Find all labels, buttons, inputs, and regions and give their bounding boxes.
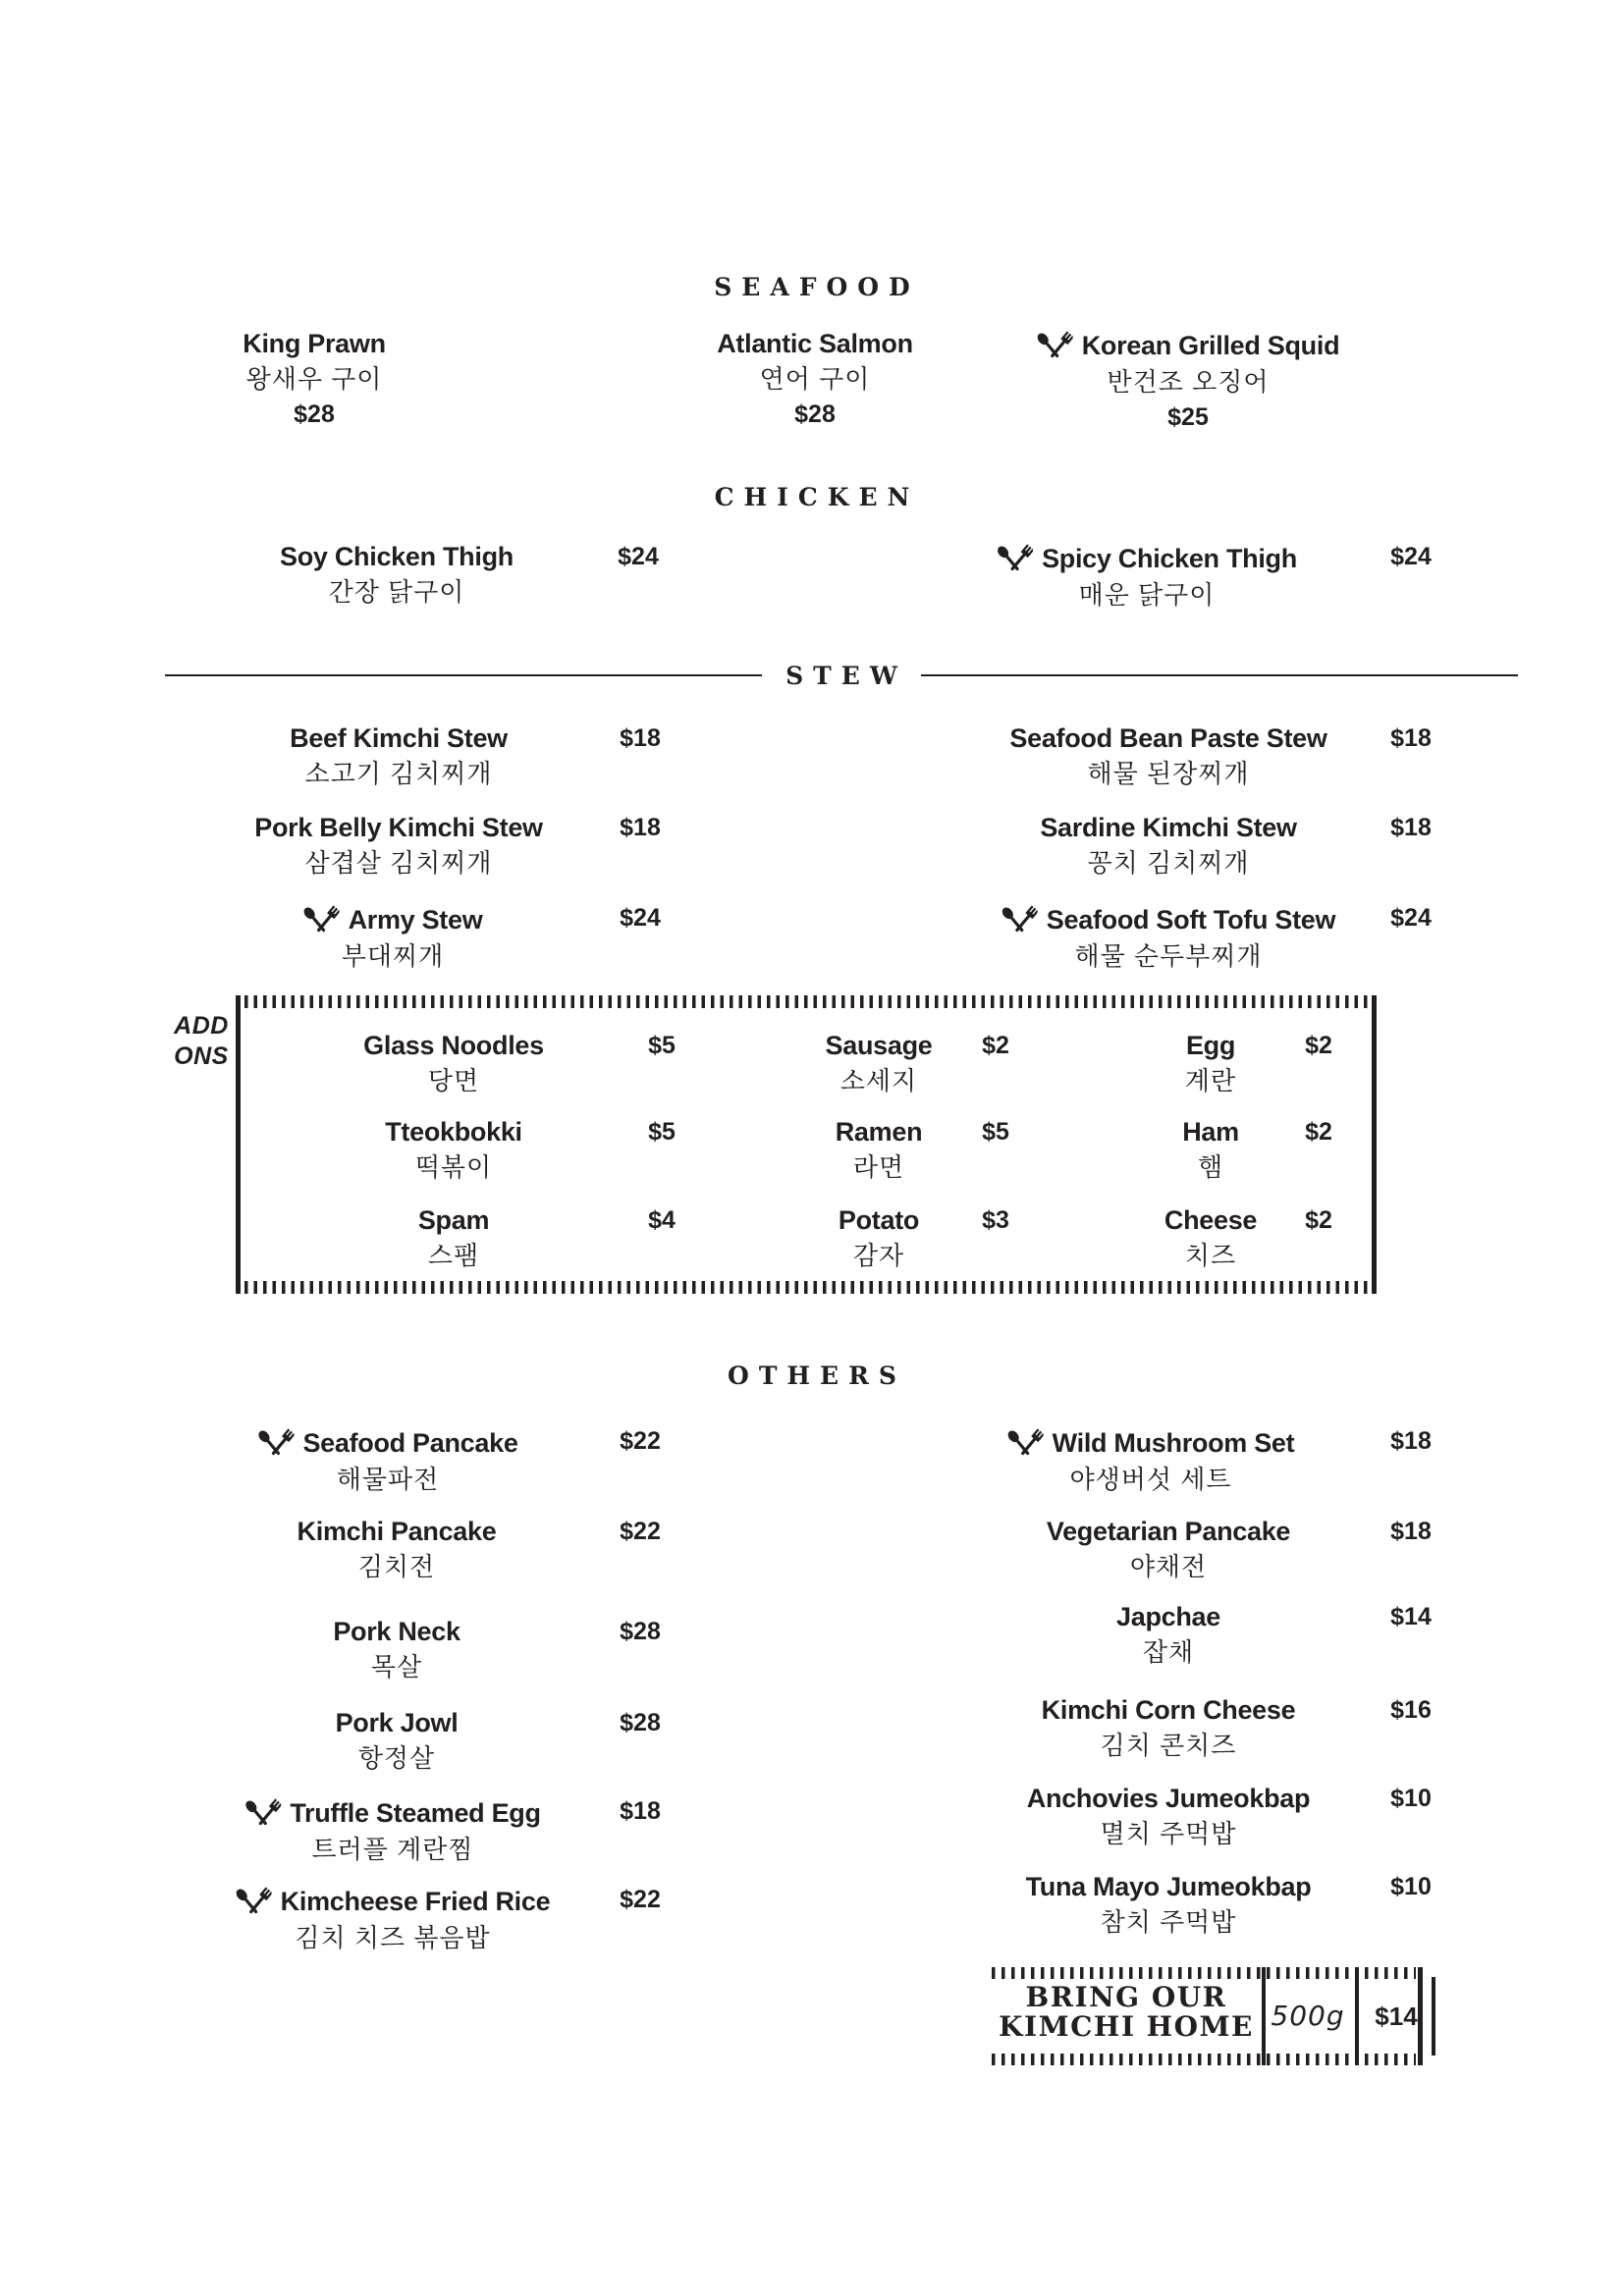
menu-item-seafood-soft-tofu-stew xyxy=(1001,901,1335,975)
item-name-text: Seafood Soft Tofu Stew xyxy=(1046,904,1336,934)
item-korean-name: 햄 xyxy=(1197,1152,1224,1182)
item-price: $22 xyxy=(620,1427,661,1455)
item-name-text: Pork Neck xyxy=(333,1617,460,1646)
item-price: $14 xyxy=(1390,1603,1432,1630)
item-price: $18 xyxy=(1390,814,1432,841)
menu-item-king-prawn xyxy=(243,327,386,432)
menu-item-army-stew xyxy=(303,901,483,975)
item-price: $5 xyxy=(648,1118,676,1146)
item-name-text: Sausage xyxy=(825,1031,933,1060)
item-name xyxy=(717,327,913,360)
addon-item-ramen xyxy=(836,1115,923,1186)
item-name-text: King Prawn xyxy=(243,329,386,358)
item-price: $2 xyxy=(1305,1206,1332,1234)
item-korean-name: 당면 xyxy=(427,1066,480,1095)
item-name-text: Ham xyxy=(1182,1117,1239,1147)
item-korean-name: 해물 된장찌개 xyxy=(1087,759,1250,788)
menu-item-anchovies-jumeokbap xyxy=(1027,1782,1310,1852)
item-name xyxy=(333,1615,460,1648)
menu-item-pork-neck xyxy=(333,1615,460,1685)
item-name xyxy=(243,327,386,360)
addon-item-spam xyxy=(418,1203,489,1274)
crossed-utensils-icon xyxy=(997,540,1033,576)
item-name xyxy=(997,540,1297,576)
add-ons-label-line2: ONS xyxy=(174,1042,229,1070)
item-price: $25 xyxy=(1167,403,1209,431)
ticket-edge-top xyxy=(244,995,1368,1008)
menu-item-pork-jowl xyxy=(336,1706,459,1777)
item-korean-name: 꽁치 김치찌개 xyxy=(1087,848,1250,878)
item-price: $16 xyxy=(1390,1696,1432,1724)
item-korean-name: 부대찌개 xyxy=(341,941,445,971)
item-price: $28 xyxy=(794,400,836,428)
menu-item-spicy-chicken-thigh xyxy=(997,540,1297,614)
item-name xyxy=(1164,1203,1257,1237)
item-name xyxy=(257,1424,517,1461)
item-name-text: Vegetarian Pancake xyxy=(1046,1517,1291,1546)
item-korean-name: 김치 치즈 볶음밥 xyxy=(295,1923,491,1952)
item-korean-name: 떡볶이 xyxy=(414,1152,493,1182)
item-name-text: Atlantic Salmon xyxy=(717,329,913,358)
item-korean-name: 해물파전 xyxy=(336,1465,440,1494)
crossed-utensils-icon xyxy=(1007,1424,1044,1461)
kimchi-weight: 500g xyxy=(1271,2000,1345,2032)
item-name xyxy=(839,1203,919,1237)
item-korean-name: 잡채 xyxy=(1142,1637,1195,1667)
item-korean-name: 매운 닭구이 xyxy=(1078,580,1216,610)
add-ons-label-line1: ADD xyxy=(174,1012,229,1040)
box-end-bar-thin xyxy=(1432,1977,1435,2056)
item-price: $22 xyxy=(620,1518,661,1545)
menu-item-soy-chicken-thigh xyxy=(280,540,514,611)
item-name xyxy=(385,1115,522,1148)
item-name xyxy=(290,721,508,755)
menu-item-truffle-steamed-egg xyxy=(244,1794,540,1868)
item-name-text: Seafood Bean Paste Stew xyxy=(1009,723,1327,753)
addon-item-potato xyxy=(839,1203,919,1274)
item-name-text: Japchae xyxy=(1116,1602,1220,1631)
item-name xyxy=(236,1883,551,1919)
item-korean-name: 김치전 xyxy=(357,1552,436,1581)
item-price: $4 xyxy=(648,1206,676,1234)
menu-item-vegetarian-pancake xyxy=(1047,1515,1290,1585)
crossed-utensils-icon xyxy=(303,901,340,937)
item-korean-name: 목살 xyxy=(370,1652,423,1682)
item-name xyxy=(418,1203,489,1237)
item-korean-name: 항정살 xyxy=(357,1743,436,1773)
kimchi-title-line1: BRING OUR xyxy=(1025,1981,1227,2013)
addon-item-sausage xyxy=(826,1029,933,1099)
menu-item-sardine-kimchi-stew xyxy=(1040,811,1296,881)
box-divider xyxy=(1355,1967,1359,2065)
kimchi-to-go-box xyxy=(992,1967,1439,2065)
item-price: $24 xyxy=(620,904,661,932)
box-divider xyxy=(1262,1967,1266,2065)
item-korean-name: 감자 xyxy=(852,1241,905,1270)
item-korean-name: 김치 콘치즈 xyxy=(1100,1731,1237,1760)
item-korean-name: 해물 순두부찌개 xyxy=(1074,941,1263,971)
item-name xyxy=(1037,327,1340,363)
menu-item-wild-mushroom-set xyxy=(1007,1424,1295,1498)
item-korean-name: 라면 xyxy=(852,1152,905,1182)
item-name-text: Army Stew xyxy=(348,904,483,934)
item-price: $2 xyxy=(982,1032,1009,1059)
ticket-edge-bottom xyxy=(992,2054,1416,2065)
item-name xyxy=(1185,1029,1236,1062)
item-korean-name: 소세지 xyxy=(839,1066,918,1095)
addon-item-glass-noodles xyxy=(363,1029,544,1099)
item-name-text: Sardine Kimchi Stew xyxy=(1040,813,1297,842)
addon-item-tteokbokki xyxy=(385,1115,522,1186)
menu-item-pork-belly-kimchi-stew xyxy=(254,811,543,881)
item-korean-name: 왕새우 구이 xyxy=(245,364,383,394)
item-korean-name: 멸치 주먹밥 xyxy=(1100,1819,1237,1848)
item-name-text: Truffle Steamed Egg xyxy=(290,1797,541,1828)
addon-item-ham xyxy=(1182,1115,1239,1186)
item-name xyxy=(1047,1515,1290,1548)
item-korean-name: 치즈 xyxy=(1184,1241,1237,1270)
item-price: $28 xyxy=(620,1709,661,1736)
ticket-edge-top xyxy=(992,1967,1416,1979)
item-name xyxy=(244,1794,540,1831)
item-name xyxy=(254,811,543,844)
item-name xyxy=(298,1515,497,1548)
item-name xyxy=(1182,1115,1239,1148)
item-price: $2 xyxy=(1305,1032,1332,1059)
item-name xyxy=(1042,1693,1296,1727)
kimchi-price: $14 xyxy=(1375,2002,1418,2031)
crossed-utensils-icon xyxy=(244,1794,281,1831)
section-title-stew: STEW xyxy=(785,661,907,690)
item-price: $18 xyxy=(620,724,661,752)
item-name xyxy=(1009,721,1326,755)
item-korean-name: 연어 구이 xyxy=(759,364,871,394)
menu-item-japchae xyxy=(1116,1600,1220,1671)
item-korean-name: 삼겹살 김치찌개 xyxy=(304,848,493,878)
header-rule-right xyxy=(921,674,1518,676)
item-price: $3 xyxy=(982,1206,1009,1234)
item-korean-name: 야생버섯 세트 xyxy=(1069,1465,1232,1494)
item-korean-name: 참치 주먹밥 xyxy=(1100,1907,1237,1937)
item-price: $18 xyxy=(1390,724,1432,752)
item-korean-name: 소고기 김치찌개 xyxy=(304,759,493,788)
item-name-text: Tuna Mayo Jumeokbap xyxy=(1025,1872,1312,1901)
item-price: $18 xyxy=(620,814,661,841)
menu-item-kimcheese-fried-rice xyxy=(236,1883,551,1956)
item-name-text: Beef Kimchi Stew xyxy=(290,723,508,753)
item-price: $5 xyxy=(648,1032,676,1059)
item-name-text: Kimcheese Fried Rice xyxy=(280,1886,551,1916)
item-name-text: Pork Belly Kimchi Stew xyxy=(254,813,543,842)
item-price: $28 xyxy=(620,1618,661,1645)
item-name xyxy=(280,540,514,573)
item-name xyxy=(836,1115,923,1148)
item-name-text: Soy Chicken Thigh xyxy=(280,542,514,571)
item-name-text: Glass Noodles xyxy=(363,1031,544,1060)
item-name xyxy=(826,1029,933,1062)
item-name-text: Korean Grilled Squid xyxy=(1081,330,1340,360)
item-korean-name: 스팸 xyxy=(427,1241,480,1270)
kimchi-title-line2: KIMCHI HOME xyxy=(999,2010,1254,2043)
menu-item-seafood-bean-paste-stew xyxy=(1009,721,1326,792)
crossed-utensils-icon xyxy=(1037,327,1073,363)
item-name xyxy=(1026,1870,1312,1903)
item-price: $24 xyxy=(1390,904,1432,932)
addon-item-egg xyxy=(1185,1029,1236,1099)
item-price: $24 xyxy=(618,543,659,570)
item-name-text: Kimchi Pancake xyxy=(297,1517,497,1546)
item-name xyxy=(336,1706,459,1739)
kimchi-to-go-title xyxy=(999,1983,1254,2042)
menu-item-beef-kimchi-stew xyxy=(290,721,508,792)
menu-item-kimchi-pancake xyxy=(298,1515,497,1585)
item-name xyxy=(363,1029,544,1062)
item-name xyxy=(1040,811,1296,844)
item-name-text: Tteokbokki xyxy=(385,1117,522,1147)
section-title-seafood: SEAFOOD xyxy=(714,273,920,301)
section-header-stew xyxy=(165,660,1518,691)
menu-item-tuna-mayo-jumeokbap xyxy=(1026,1870,1312,1941)
item-price: $24 xyxy=(1390,543,1432,570)
item-price: $5 xyxy=(982,1118,1009,1146)
addon-item-cheese xyxy=(1164,1203,1257,1274)
menu-item-korean-grilled-squid xyxy=(1037,327,1340,435)
add-ons-label xyxy=(174,1011,229,1072)
menu-item-seafood-pancake xyxy=(257,1424,517,1498)
item-name-text: Wild Mushroom Set xyxy=(1052,1427,1295,1458)
section-title-others: OTHERS xyxy=(728,1362,906,1390)
item-name xyxy=(1116,1600,1220,1633)
item-name-text: Egg xyxy=(1185,1031,1236,1060)
crossed-utensils-icon xyxy=(1001,901,1038,937)
box-border-right xyxy=(1372,995,1377,1294)
item-price: $22 xyxy=(620,1886,661,1913)
item-name-text: Cheese xyxy=(1164,1205,1258,1235)
item-price: $10 xyxy=(1390,1873,1432,1900)
item-price: $18 xyxy=(620,1797,661,1825)
ticket-edge-bottom xyxy=(244,1281,1368,1294)
item-korean-name: 반건조 오징어 xyxy=(1107,367,1270,397)
item-name xyxy=(303,901,483,937)
crossed-utensils-icon xyxy=(257,1424,294,1461)
menu-item-kimchi-corn-cheese xyxy=(1042,1693,1296,1764)
crossed-utensils-icon xyxy=(236,1883,272,1919)
item-price: $28 xyxy=(294,400,335,428)
item-korean-name: 야채전 xyxy=(1129,1552,1208,1581)
section-title-chicken: CHICKEN xyxy=(714,483,920,511)
item-name-text: Seafood Pancake xyxy=(302,1427,518,1458)
box-end-bar-thick xyxy=(1418,1967,1423,2065)
item-korean-name: 트러플 계란찜 xyxy=(311,1835,474,1864)
item-name-text: Anchovies Jumeokbap xyxy=(1026,1784,1311,1813)
box-border-left xyxy=(236,995,241,1294)
item-price: $10 xyxy=(1390,1785,1432,1812)
menu-item-atlantic-salmon xyxy=(717,327,913,432)
item-name xyxy=(1007,1424,1295,1461)
item-name xyxy=(1001,901,1335,937)
header-rule-left xyxy=(165,674,762,676)
item-korean-name: 간장 닭구이 xyxy=(328,577,465,607)
item-name-text: Kimchi Corn Cheese xyxy=(1041,1695,1296,1725)
item-name-text: Spam xyxy=(417,1205,490,1235)
item-name xyxy=(1027,1782,1310,1815)
item-price: $18 xyxy=(1390,1427,1432,1455)
item-name-text: Potato xyxy=(838,1205,920,1235)
item-korean-name: 계란 xyxy=(1184,1066,1237,1095)
item-name-text: Pork Jowl xyxy=(335,1708,459,1737)
item-name-text: Ramen xyxy=(835,1117,923,1147)
item-price: $18 xyxy=(1390,1518,1432,1545)
item-price: $2 xyxy=(1305,1118,1332,1146)
item-name-text: Spicy Chicken Thigh xyxy=(1042,543,1297,573)
